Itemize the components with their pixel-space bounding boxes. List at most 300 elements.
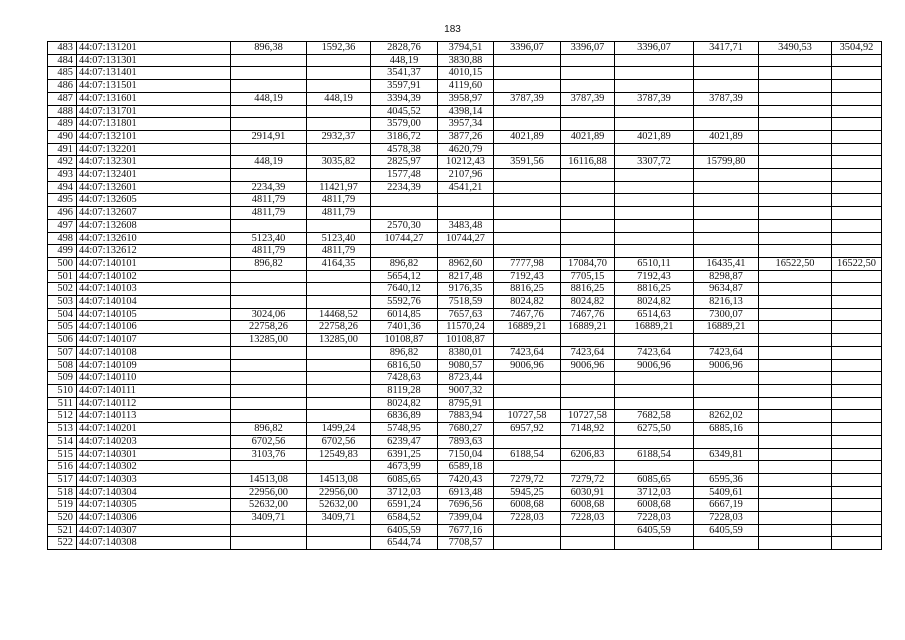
table-row	[48, 283, 882, 296]
row-number-cell: 494	[48, 181, 77, 194]
value-cell: 4119,60	[438, 80, 494, 93]
value-cell: 5654,12	[371, 270, 438, 283]
cadastral-code-cell: 44:07:140304	[77, 486, 231, 499]
row-number-cell: 521	[48, 524, 77, 537]
value-cell	[231, 283, 307, 296]
value-cell: 6085,65	[615, 473, 694, 486]
cadastral-code-cell: 44:07:140103	[77, 283, 231, 296]
value-cell	[561, 372, 615, 385]
value-cell: 7518,59	[438, 296, 494, 309]
row-number-cell: 520	[48, 512, 77, 525]
value-cell: 12549,83	[307, 448, 371, 461]
table-row	[48, 537, 882, 550]
value-cell	[494, 435, 561, 448]
value-cell	[694, 232, 759, 245]
value-cell	[832, 181, 882, 194]
row-number-cell: 492	[48, 156, 77, 169]
value-cell: 22758,26	[231, 321, 307, 334]
value-cell: 16889,21	[615, 321, 694, 334]
value-cell	[832, 169, 882, 182]
table-row	[48, 372, 882, 385]
value-cell: 7150,04	[438, 448, 494, 461]
value-cell	[615, 537, 694, 550]
value-cell: 7883,94	[438, 410, 494, 423]
row-number-cell: 502	[48, 283, 77, 296]
table-row	[48, 512, 882, 525]
row-number-cell: 511	[48, 397, 77, 410]
value-cell: 3103,76	[231, 448, 307, 461]
value-cell	[759, 448, 832, 461]
cadastral-code-cell: 44:07:140110	[77, 372, 231, 385]
value-cell	[307, 80, 371, 93]
table-row	[48, 321, 882, 334]
value-cell: 3396,07	[561, 42, 615, 55]
value-cell	[231, 67, 307, 80]
value-cell: 6405,59	[371, 524, 438, 537]
value-cell: 6391,25	[371, 448, 438, 461]
value-cell	[759, 499, 832, 512]
cadastral-code-cell: 44:07:131601	[77, 92, 231, 105]
value-cell	[694, 435, 759, 448]
value-cell: 3409,71	[307, 512, 371, 525]
value-cell: 7893,63	[438, 435, 494, 448]
value-cell	[494, 461, 561, 474]
value-cell: 3396,07	[494, 42, 561, 55]
value-cell	[231, 461, 307, 474]
value-cell	[694, 207, 759, 220]
value-cell	[494, 537, 561, 550]
value-cell: 8024,82	[561, 296, 615, 309]
value-cell	[832, 384, 882, 397]
value-cell: 6667,19	[694, 499, 759, 512]
value-cell	[832, 156, 882, 169]
value-cell: 3830,88	[438, 54, 494, 67]
value-cell: 7423,64	[694, 346, 759, 359]
value-cell: 8216,13	[694, 296, 759, 309]
value-cell	[832, 130, 882, 143]
value-cell: 9634,87	[694, 283, 759, 296]
value-cell	[561, 435, 615, 448]
row-number-cell: 483	[48, 42, 77, 55]
value-cell: 3957,34	[438, 118, 494, 131]
value-cell	[832, 461, 882, 474]
row-number-cell: 517	[48, 473, 77, 486]
cadastral-code-cell: 44:07:132605	[77, 194, 231, 207]
value-cell	[307, 397, 371, 410]
value-cell	[615, 219, 694, 232]
value-cell: 6514,63	[615, 308, 694, 321]
value-cell	[561, 245, 615, 258]
value-cell	[494, 384, 561, 397]
value-cell: 6239,47	[371, 435, 438, 448]
cadastral-code-cell: 44:07:132608	[77, 219, 231, 232]
value-cell: 8816,25	[561, 283, 615, 296]
value-cell: 7423,64	[615, 346, 694, 359]
value-cell	[438, 194, 494, 207]
value-cell: 3307,72	[615, 156, 694, 169]
table-row	[48, 207, 882, 220]
value-cell: 8024,82	[371, 397, 438, 410]
value-cell: 10108,87	[371, 334, 438, 347]
value-cell: 14513,08	[307, 473, 371, 486]
value-cell	[694, 169, 759, 182]
table-row	[48, 257, 882, 270]
row-number-cell: 522	[48, 537, 77, 550]
row-number-cell: 487	[48, 92, 77, 105]
value-cell	[231, 346, 307, 359]
value-cell: 8024,82	[494, 296, 561, 309]
cadastral-code-cell: 44:07:132101	[77, 130, 231, 143]
value-cell: 7228,03	[615, 512, 694, 525]
value-cell: 16522,50	[832, 257, 882, 270]
value-cell	[694, 372, 759, 385]
row-number-cell: 484	[48, 54, 77, 67]
value-cell	[307, 143, 371, 156]
value-cell	[307, 537, 371, 550]
value-cell: 3024,06	[231, 308, 307, 321]
value-cell: 8962,60	[438, 257, 494, 270]
value-cell: 6008,68	[615, 499, 694, 512]
value-cell	[759, 270, 832, 283]
value-cell: 4541,21	[438, 181, 494, 194]
value-cell: 6085,65	[371, 473, 438, 486]
value-cell	[494, 194, 561, 207]
value-cell: 7708,57	[438, 537, 494, 550]
value-cell	[231, 219, 307, 232]
value-cell: 22758,26	[307, 321, 371, 334]
value-cell	[759, 473, 832, 486]
table-row	[48, 461, 882, 474]
value-cell	[561, 118, 615, 131]
value-cell	[832, 194, 882, 207]
page-number: 183	[444, 24, 461, 35]
value-cell	[759, 169, 832, 182]
value-cell: 8795,91	[438, 397, 494, 410]
value-cell	[231, 384, 307, 397]
value-cell: 6275,50	[615, 423, 694, 436]
value-cell	[832, 473, 882, 486]
value-cell	[832, 67, 882, 80]
value-cell: 3035,82	[307, 156, 371, 169]
value-cell	[759, 321, 832, 334]
value-cell	[832, 92, 882, 105]
value-cell	[759, 397, 832, 410]
cadastral-code-cell: 44:07:140101	[77, 257, 231, 270]
value-cell: 10212,43	[438, 156, 494, 169]
value-cell	[615, 232, 694, 245]
value-cell	[759, 512, 832, 525]
value-cell: 7777,98	[494, 257, 561, 270]
value-cell	[759, 143, 832, 156]
value-cell	[561, 181, 615, 194]
value-cell: 6544,74	[371, 537, 438, 550]
value-cell	[307, 296, 371, 309]
value-cell: 2828,76	[371, 42, 438, 55]
cadastral-code-cell: 44:07:140112	[77, 397, 231, 410]
value-cell	[307, 461, 371, 474]
value-cell: 3504,92	[832, 42, 882, 55]
value-cell	[694, 334, 759, 347]
row-number-cell: 500	[48, 257, 77, 270]
value-cell	[759, 359, 832, 372]
value-cell	[832, 397, 882, 410]
value-cell	[231, 143, 307, 156]
value-cell	[832, 245, 882, 258]
value-cell	[694, 245, 759, 258]
value-cell	[759, 283, 832, 296]
value-cell: 11421,97	[307, 181, 371, 194]
cadastral-code-cell: 44:07:132612	[77, 245, 231, 258]
value-cell	[615, 105, 694, 118]
cadastral-code-cell: 44:07:140108	[77, 346, 231, 359]
value-cell: 9006,96	[694, 359, 759, 372]
value-cell	[561, 384, 615, 397]
value-cell	[832, 372, 882, 385]
row-number-cell: 488	[48, 105, 77, 118]
value-cell	[759, 410, 832, 423]
table-body	[48, 42, 882, 550]
table-row	[48, 232, 882, 245]
value-cell: 6206,83	[561, 448, 615, 461]
value-cell	[494, 181, 561, 194]
value-cell	[759, 334, 832, 347]
value-cell	[615, 143, 694, 156]
value-cell: 4811,79	[231, 207, 307, 220]
row-number-cell: 519	[48, 499, 77, 512]
row-number-cell: 491	[48, 143, 77, 156]
table-row	[48, 118, 882, 131]
value-cell	[231, 118, 307, 131]
value-cell	[615, 67, 694, 80]
value-cell: 896,38	[231, 42, 307, 55]
value-cell: 5945,25	[494, 486, 561, 499]
value-cell	[759, 486, 832, 499]
table-row	[48, 156, 882, 169]
value-cell	[494, 105, 561, 118]
table-row	[48, 499, 882, 512]
value-cell	[832, 80, 882, 93]
value-cell	[561, 524, 615, 537]
value-cell	[561, 67, 615, 80]
value-cell: 1499,24	[307, 423, 371, 436]
value-cell	[561, 207, 615, 220]
value-cell	[694, 194, 759, 207]
value-cell	[694, 118, 759, 131]
value-cell: 10727,58	[561, 410, 615, 423]
value-cell: 14513,08	[231, 473, 307, 486]
value-cell: 6702,56	[231, 435, 307, 448]
value-cell: 448,19	[231, 92, 307, 105]
value-cell: 9080,57	[438, 359, 494, 372]
value-cell: 6008,68	[494, 499, 561, 512]
value-cell: 22956,00	[307, 486, 371, 499]
table-row	[48, 270, 882, 283]
table-row	[48, 54, 882, 67]
value-cell: 10108,87	[438, 334, 494, 347]
value-cell: 14468,52	[307, 308, 371, 321]
cadastral-code-cell: 44:07:131801	[77, 118, 231, 131]
table-row	[48, 423, 882, 436]
value-cell	[307, 346, 371, 359]
value-cell: 5592,76	[371, 296, 438, 309]
value-cell: 8024,82	[615, 296, 694, 309]
cadastral-code-cell: 44:07:140109	[77, 359, 231, 372]
value-cell	[759, 118, 832, 131]
value-cell: 7705,15	[561, 270, 615, 283]
value-cell	[307, 67, 371, 80]
value-cell: 1577,48	[371, 169, 438, 182]
value-cell: 7423,64	[494, 346, 561, 359]
value-cell	[307, 359, 371, 372]
row-number-cell: 489	[48, 118, 77, 131]
cadastral-code-cell: 44:07:131501	[77, 80, 231, 93]
value-cell: 7148,92	[561, 423, 615, 436]
row-number-cell: 498	[48, 232, 77, 245]
value-cell	[615, 435, 694, 448]
value-cell: 8380,01	[438, 346, 494, 359]
row-number-cell: 501	[48, 270, 77, 283]
table-row	[48, 181, 882, 194]
value-cell	[832, 143, 882, 156]
value-cell: 3794,51	[438, 42, 494, 55]
cadastral-code-cell: 44:07:140104	[77, 296, 231, 309]
cadastral-code-cell: 44:07:132610	[77, 232, 231, 245]
value-cell	[832, 410, 882, 423]
value-cell	[231, 54, 307, 67]
table-row	[48, 194, 882, 207]
value-cell: 7696,56	[438, 499, 494, 512]
value-cell	[231, 296, 307, 309]
value-cell: 4398,14	[438, 105, 494, 118]
row-number-cell: 509	[48, 372, 77, 385]
value-cell: 3396,07	[615, 42, 694, 55]
row-number-cell: 513	[48, 423, 77, 436]
value-cell: 3787,39	[694, 92, 759, 105]
value-cell	[307, 410, 371, 423]
value-cell: 2932,37	[307, 130, 371, 143]
value-cell: 3712,03	[615, 486, 694, 499]
value-cell: 5409,61	[694, 486, 759, 499]
cadastral-code-cell: 44:07:132201	[77, 143, 231, 156]
value-cell	[759, 296, 832, 309]
value-cell	[494, 143, 561, 156]
row-number-cell: 510	[48, 384, 77, 397]
value-cell	[759, 67, 832, 80]
value-cell	[615, 207, 694, 220]
value-cell: 2570,30	[371, 219, 438, 232]
value-cell	[759, 232, 832, 245]
row-number-cell: 516	[48, 461, 77, 474]
value-cell	[832, 499, 882, 512]
cadastral-code-cell: 44:07:140308	[77, 537, 231, 550]
value-cell: 4811,79	[307, 207, 371, 220]
value-cell: 6405,59	[615, 524, 694, 537]
value-cell: 7467,76	[494, 308, 561, 321]
value-cell	[759, 92, 832, 105]
value-cell: 8816,25	[494, 283, 561, 296]
value-cell: 6014,85	[371, 308, 438, 321]
value-cell	[494, 169, 561, 182]
value-cell: 8217,48	[438, 270, 494, 283]
table-row	[48, 92, 882, 105]
row-number-cell: 508	[48, 359, 77, 372]
value-cell	[832, 486, 882, 499]
value-cell	[694, 397, 759, 410]
value-cell: 6836,89	[371, 410, 438, 423]
value-cell	[832, 537, 882, 550]
value-cell	[231, 372, 307, 385]
value-cell: 2234,39	[371, 181, 438, 194]
table-row	[48, 486, 882, 499]
value-cell: 6589,18	[438, 461, 494, 474]
value-cell: 13285,00	[231, 334, 307, 347]
value-cell: 8119,28	[371, 384, 438, 397]
value-cell: 52632,00	[307, 499, 371, 512]
value-cell: 3712,03	[371, 486, 438, 499]
value-cell	[759, 130, 832, 143]
value-cell	[494, 334, 561, 347]
value-cell	[694, 219, 759, 232]
value-cell	[832, 435, 882, 448]
value-cell	[832, 448, 882, 461]
value-cell: 6816,50	[371, 359, 438, 372]
table-row	[48, 80, 882, 93]
value-cell	[615, 194, 694, 207]
value-cell: 16889,21	[694, 321, 759, 334]
value-cell	[615, 397, 694, 410]
value-cell	[615, 384, 694, 397]
value-cell: 7680,27	[438, 423, 494, 436]
value-cell	[307, 372, 371, 385]
value-cell: 3579,00	[371, 118, 438, 131]
value-cell: 7192,43	[494, 270, 561, 283]
value-cell: 7228,03	[561, 512, 615, 525]
value-cell: 896,82	[231, 423, 307, 436]
value-cell	[371, 194, 438, 207]
value-cell	[832, 270, 882, 283]
value-cell	[231, 359, 307, 372]
value-cell: 4811,79	[231, 245, 307, 258]
value-cell: 8262,02	[694, 410, 759, 423]
value-cell: 3409,71	[231, 512, 307, 525]
value-cell	[561, 397, 615, 410]
value-cell: 22956,00	[231, 486, 307, 499]
value-cell: 7399,04	[438, 512, 494, 525]
value-cell	[759, 80, 832, 93]
value-cell	[615, 181, 694, 194]
value-cell	[561, 219, 615, 232]
value-cell: 5123,40	[307, 232, 371, 245]
value-cell: 9007,32	[438, 384, 494, 397]
value-cell	[494, 118, 561, 131]
value-cell: 7420,43	[438, 473, 494, 486]
value-cell: 7657,63	[438, 308, 494, 321]
value-cell: 6957,92	[494, 423, 561, 436]
row-number-cell: 497	[48, 219, 77, 232]
value-cell: 4010,15	[438, 67, 494, 80]
value-cell	[759, 105, 832, 118]
value-cell: 9176,35	[438, 283, 494, 296]
value-cell: 8298,87	[694, 270, 759, 283]
table-row	[48, 384, 882, 397]
value-cell	[615, 461, 694, 474]
row-number-cell: 490	[48, 130, 77, 143]
value-cell: 6188,54	[615, 448, 694, 461]
cadastral-code-cell: 44:07:140106	[77, 321, 231, 334]
value-cell: 4578,38	[371, 143, 438, 156]
value-cell	[759, 308, 832, 321]
value-cell	[694, 384, 759, 397]
